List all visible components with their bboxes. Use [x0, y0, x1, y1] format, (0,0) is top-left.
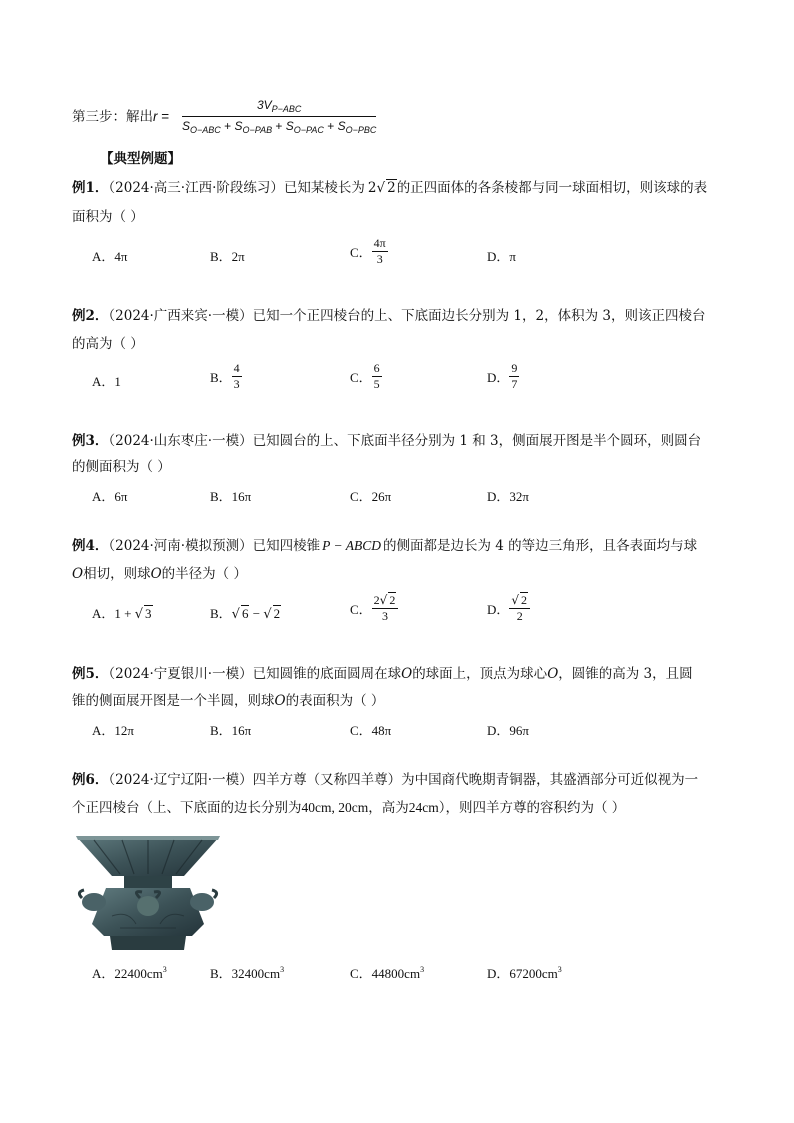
example-1-line1: 例1．（2024·高三·江西·阶段练习）已知某棱长为 2√ 2的正四面体的各条棱都与同一球面相切，则该球的表 — [72, 180, 708, 196]
example-1-label: 例1． — [72, 180, 109, 196]
ex6-option-b[interactable]: B．$32400cm^3$ — [210, 965, 285, 981]
ex1-option-a[interactable]: A．4π — [92, 249, 128, 264]
step3-label: 第三步：解出 — [72, 109, 153, 125]
example-6-line1: 例6．（2024·辽宁辽阳·一模）四羊方尊（又称四羊尊）为中国商代晚期青铜器，其盛酒部分可近似视为一 — [72, 772, 699, 788]
ex4-option-a[interactable]: A．1 + √ 3 — [92, 606, 152, 622]
ex6-option-a[interactable]: A．$22400cm^3$ — [92, 965, 167, 981]
example-2-line2: 的高为（ ） — [72, 336, 144, 352]
den-s-3: S — [285, 119, 294, 133]
ex4-option-d[interactable]: D． $\frac{√ 2}{2}$ — [487, 594, 530, 623]
ex1-option-c[interactable]: C． $\frac{4\pi}{3}$ — [350, 236, 386, 266]
step3-r: r — [153, 109, 158, 124]
ex5-option-a[interactable]: A．12π — [92, 723, 134, 738]
den-s-2: S — [234, 119, 243, 133]
ex2-option-d[interactable]: D． $\frac{9}{7}$ — [487, 361, 518, 391]
ex2-option-a[interactable]: A．1 — [92, 374, 121, 389]
example-5-line2: 锥的侧面展开图是一个半圆，则球O的表面积为（ ） — [72, 693, 385, 709]
numerator-sub: P−ABC — [271, 104, 302, 114]
ex6-option-d[interactable]: D．$67200cm^3$ — [487, 965, 562, 981]
step3-line — [72, 108, 169, 126]
den-sub-4: O−PBC — [345, 125, 377, 135]
ex5-option-b[interactable]: B．16π — [210, 723, 252, 738]
ex5-option-c[interactable]: C．48π — [350, 723, 392, 738]
example-1-line2: 面积为（ ） — [72, 209, 144, 225]
den-sub-1: O−ABC — [190, 125, 221, 135]
den-sub-2: O−PAB — [242, 125, 273, 135]
ex5-option-d[interactable]: D．96π — [487, 723, 529, 738]
plus-1: + — [220, 119, 235, 133]
example-2-line1: 例2．（2024·广西来宾·一模）已知一个正四棱台的上、下底面边长分别为 1，2，体积为 3，则该正四棱台 — [72, 308, 706, 324]
example-4-line2: O相切，则球O的半径为（ ） — [72, 566, 247, 582]
example-3-line2: 的侧面积为（ ） — [72, 459, 171, 475]
ex2-option-c[interactable]: C． $\frac{6}{5}$ — [350, 361, 380, 391]
ex3-option-d[interactable]: D．32π — [487, 489, 529, 504]
example-6-line2: 个正四棱台（上、下底面的边长分别为40cm, 20cm，高为24cm），则四羊方尊的容积约为（ ） — [72, 800, 626, 816]
bronze-vessel-image — [72, 832, 224, 954]
ex3-option-a[interactable]: A．6π — [92, 489, 128, 504]
ex3-option-b[interactable]: B．16π — [210, 489, 252, 504]
ex3-option-c[interactable]: C．26π — [350, 489, 392, 504]
step3-fraction — [182, 98, 376, 135]
ex6-option-c[interactable]: C．$44800cm^3$ — [350, 965, 425, 981]
ex1-option-b[interactable]: B．2π — [210, 249, 245, 264]
plus-2: + — [272, 119, 286, 133]
step3-eq: = — [157, 109, 170, 124]
den-sub-3: O−PAC — [293, 125, 324, 135]
plus-3: + — [323, 119, 338, 133]
ex4-option-b[interactable]: B．√ 6 − √ 2 — [210, 606, 281, 622]
example-5-line1: 例5．（2024·宁夏银川·一模）已知圆锥的底面圆周在球O的球面上，顶点为球心O，圆锥的高为 3，且圆 — [72, 666, 693, 682]
den-s-4: S — [337, 119, 346, 133]
example-3-line1: 例3．（2024·山东枣庄·一模）已知圆台的上、下底面半径分别为 1 和 3，侧面展开图是半个圆环，则圆台 — [72, 433, 702, 449]
ex2-option-b[interactable]: B． $\frac{4}{3}$ — [210, 361, 240, 391]
den-s-1: S — [182, 119, 191, 133]
ex4-option-c[interactable]: C． $\frac{2√ 2}{3}$ — [350, 594, 398, 623]
section-title: 【典型例题】 — [100, 151, 181, 167]
coef: 2 — [367, 180, 377, 196]
ex1-option-d[interactable]: D．π — [487, 249, 516, 264]
numerator-v: 3V — [256, 98, 272, 112]
example-4-line1: 例4．（2024·河南·模拟预测）已知四棱锥 P − ABCD 的侧面都是边长为 4 的等边三角形，且各表面均与球 — [72, 538, 698, 554]
